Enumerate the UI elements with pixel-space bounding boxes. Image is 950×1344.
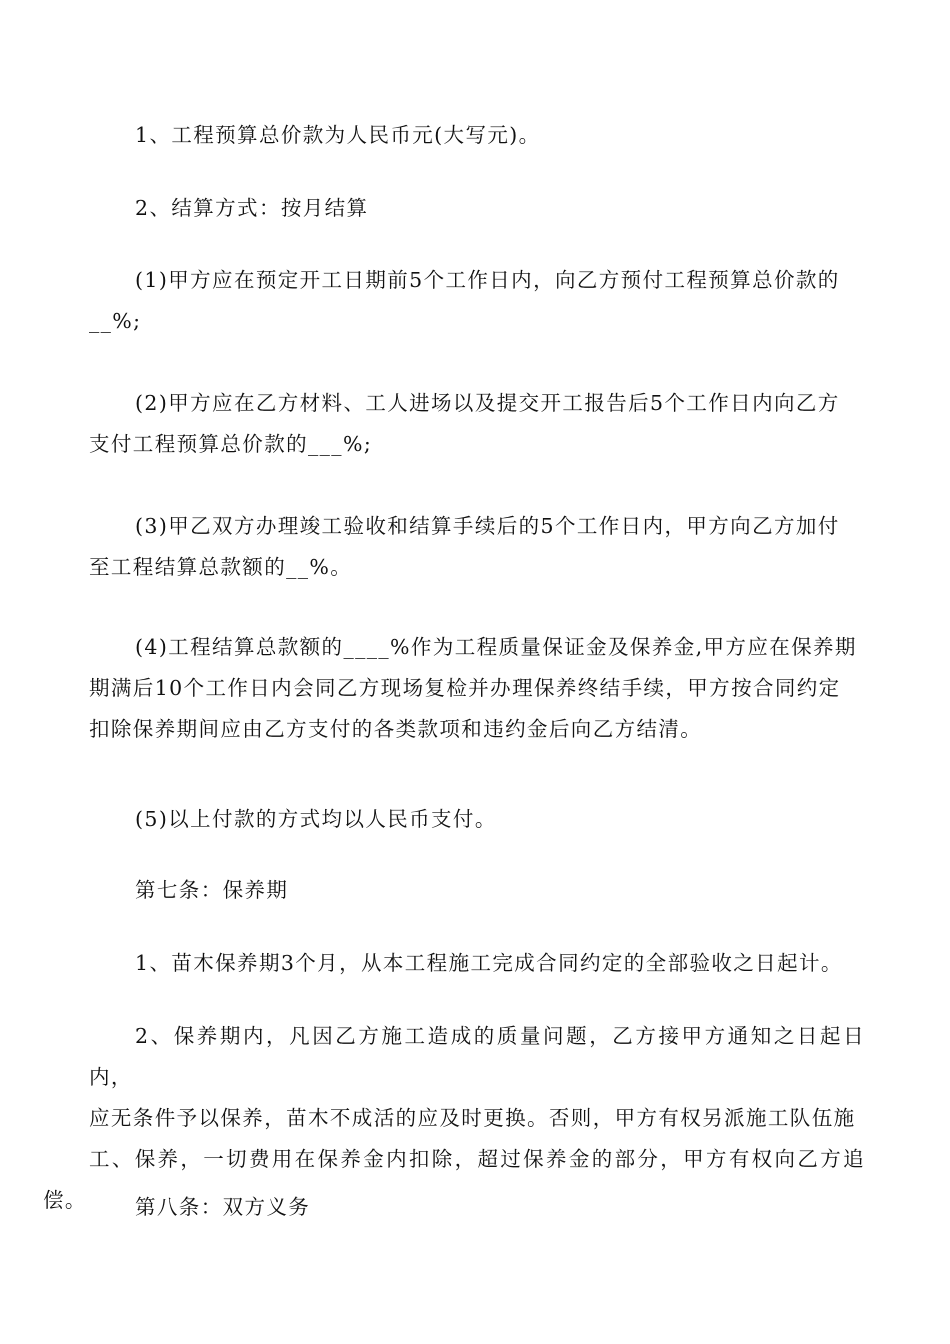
text-line: 第八条：双方义务 [135,1195,311,1219]
paragraph-warranty-deposit [89,627,865,750]
text-line: (5)以上付款的方式均以人民币支付。 [135,807,497,831]
text-line: (1)甲方应在预定开工日期前5个工作日内，向乙方预付工程预算总价款的 [135,268,840,292]
paragraph-advance-payment [89,260,865,342]
paragraph-second-payment [89,383,865,465]
section-heading-article-7 [89,870,865,911]
paragraph-budget-total [89,115,865,156]
paragraph-payment-currency [89,799,865,840]
text-line: (4)工程结算总款额的____%作为工程质量保证金及保养金,甲方应在保养期 [135,635,857,659]
text-line: 工、保养，一切费用在保养金内扣除，超过保养金的部分，甲方有权向乙方追偿。 [43,1147,865,1212]
text-line: 2、结算方式：按月结算 [135,196,369,220]
text-line: __%; [89,309,142,333]
text-line: (2)甲方应在乙方材料、工人进场以及提交开工报告后5个工作日内向乙方 [135,391,840,415]
text-line: (3)甲乙双方办理竣工验收和结算手续后的5个工作日内，甲方向乙方加付 [135,514,840,538]
paragraph-settlement-method [89,188,865,229]
paragraph-maintenance-period [89,943,865,984]
text-line: 1、苗木保养期3个月，从本工程施工完成合同约定的全部验收之日起计。 [135,951,843,975]
text-line: 支付工程预算总价款的___%; [89,432,373,456]
text-line: 至工程结算总款额的__%。 [89,555,353,579]
section-heading-article-8 [89,1187,865,1228]
text-line: 1、工程预算总价款为人民币元(大写元)。 [135,123,541,147]
text-line: 2、保养期内，凡因乙方施工造成的质量问题，乙方接甲方通知之日起日内， [89,1024,865,1089]
paragraph-completion-payment [89,506,865,588]
text-line: 扣除保养期间应由乙方支付的各类款项和违约金后向乙方结清。 [89,717,703,741]
text-line: 期满后10个工作日内会同乙方现场复检并办理保养终结手续，甲方按合同约定 [89,676,841,700]
text-line: 应无条件予以保养，苗木不成活的应及时更换。否则，甲方有权另派施工队伍施 [89,1106,856,1130]
text-line: 第七条：保养期 [135,878,289,902]
